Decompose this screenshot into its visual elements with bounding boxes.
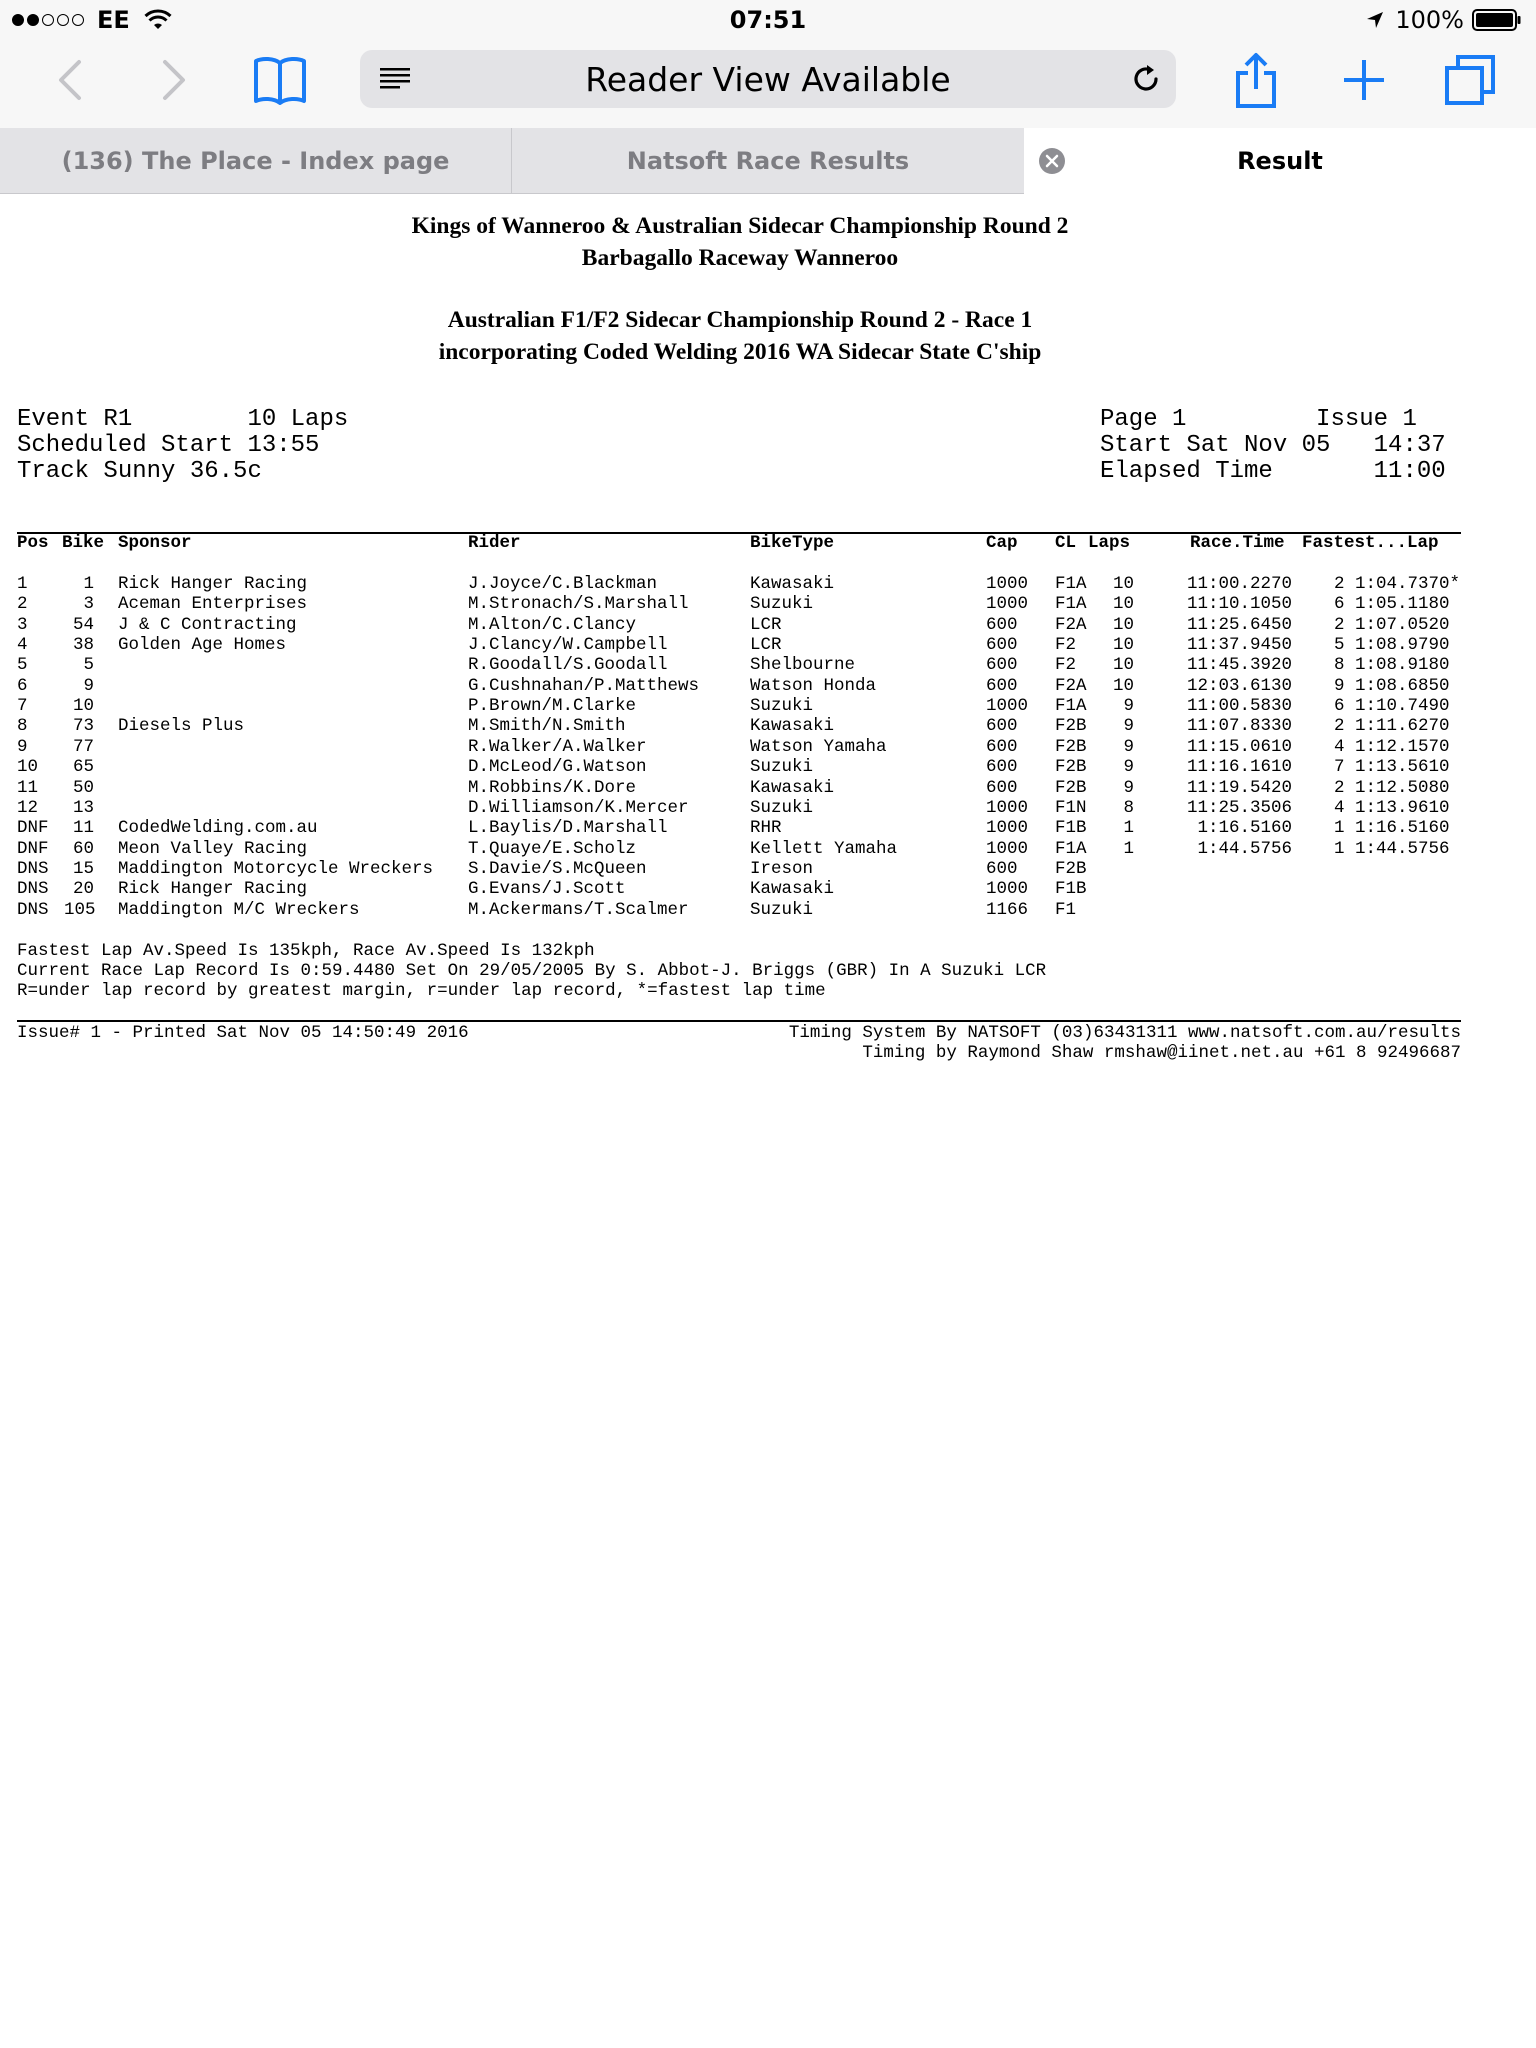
capacity-cell: 1000 — [986, 696, 1029, 717]
class-cell: F2B — [1055, 757, 1087, 778]
table-row — [0, 696, 1536, 716]
bike-type-cell: Ireson — [750, 858, 814, 879]
header-cl: CL — [1055, 533, 1077, 553]
bike-type-cell: RHR — [750, 818, 782, 839]
rider-cell: D.McLeod/G.Watson — [468, 757, 647, 778]
capacity-cell: 600 — [986, 757, 1018, 778]
bike-number-cell: 60 — [72, 838, 94, 859]
elapsed-time: Elapsed Time 11:00 — [1100, 458, 1446, 485]
position-cell: 6 — [17, 675, 28, 696]
battery-percent: 100% — [1395, 6, 1464, 34]
class-cell: F1A — [1055, 574, 1087, 594]
class-cell: F1A — [1055, 594, 1087, 615]
sponsor-cell: Golden Age Homes — [118, 635, 287, 656]
tab-result[interactable] — [1024, 128, 1536, 194]
race-title: Australian F1/F2 Sidecar Championship Round 2 - Race 1 — [447, 307, 1033, 333]
timing-contact-info: Timing by Raymond Shaw rmshaw@iinet.net.au +61 8 92496687 — [862, 1043, 1461, 1063]
reload-icon[interactable] — [1130, 63, 1162, 95]
back-button[interactable] — [48, 50, 92, 110]
position-cell: 7 — [17, 696, 28, 717]
fastest-lap-cell: 2 1:07.0520 — [1333, 614, 1460, 635]
capacity-cell: 600 — [986, 655, 1018, 676]
bike-type-cell: Kawasaki — [750, 716, 835, 737]
race-time-cell: 12:03.6130 — [1186, 675, 1292, 696]
class-cell: F2B — [1055, 716, 1087, 737]
race-time-cell: 11:16.1610 — [1186, 757, 1292, 778]
start-time: Start Sat Nov 05 14:37 — [1100, 432, 1446, 459]
venue-title: Barbagallo Raceway Wanneroo — [581, 245, 899, 271]
bike-number-cell: 3 — [83, 594, 94, 615]
fastest-lap-cell: 6 1:10.7490 — [1333, 696, 1460, 717]
bike-number-cell: 9 — [83, 675, 94, 696]
signal-dot — [72, 14, 84, 26]
bike-type-cell: Kawasaki — [750, 574, 835, 594]
carrier-name: EE — [97, 6, 130, 34]
sponsor-cell: Aceman Enterprises — [118, 594, 308, 615]
bike-number-cell: 1 — [83, 574, 94, 594]
bike-type-cell: Shelbourne — [750, 655, 856, 676]
table-row — [0, 859, 1536, 879]
header-racetime: Race.Time — [1190, 533, 1285, 553]
table-row — [0, 900, 1536, 920]
bookmarks-button[interactable] — [248, 50, 312, 110]
race-time-cell: 11:15.0610 — [1186, 736, 1292, 757]
laps-cell: 10 — [1112, 574, 1134, 594]
new-tab-button[interactable] — [1336, 50, 1392, 110]
fastest-lap-cell: 9 1:08.6850 — [1333, 675, 1460, 696]
rider-cell: T.Quaye/E.Scholz — [468, 838, 637, 859]
share-button[interactable] — [1228, 50, 1284, 110]
fastest-lap-cell: 4 1:12.1570 — [1333, 736, 1460, 757]
signal-dot — [42, 14, 54, 26]
rider-cell: M.Robbins/K.Dore — [468, 777, 637, 798]
laps-cell: 10 — [1112, 594, 1134, 615]
printed-info: Issue# 1 - Printed Sat Nov 05 14:50:49 2016 — [17, 1023, 469, 1043]
sponsor-cell: Maddington M/C Wreckers — [118, 899, 360, 920]
position-cell: 5 — [17, 655, 28, 676]
table-row — [0, 757, 1536, 777]
bike-number-cell: 65 — [72, 757, 94, 778]
laps-cell: 9 — [1123, 777, 1134, 798]
header-cap: Cap — [986, 533, 1018, 553]
bike-type-cell: Suzuki — [750, 899, 814, 920]
bike-type-cell: Suzuki — [750, 594, 814, 615]
class-cell: F2 — [1055, 655, 1077, 676]
bike-number-cell: 5 — [83, 655, 94, 676]
fastest-lap-cell: 2 1:11.6270 — [1333, 716, 1460, 737]
bike-number-cell: 15 — [72, 858, 94, 879]
bike-type-cell: Kawasaki — [750, 777, 835, 798]
rider-cell: S.Davie/S.McQueen — [468, 858, 647, 879]
class-cell: F1A — [1055, 696, 1087, 717]
table-row — [0, 716, 1536, 736]
rider-cell: M.Stronach/S.Marshall — [468, 594, 689, 615]
event-title: Kings of Wanneroo & Australian Sidecar Championship Round 2 — [411, 213, 1069, 239]
class-cell: F1 — [1055, 899, 1077, 920]
laps-cell: 8 — [1123, 797, 1134, 818]
capacity-cell: 600 — [986, 635, 1018, 656]
header-laps: Laps — [1088, 533, 1131, 553]
table-row — [0, 839, 1536, 859]
capacity-cell: 1000 — [986, 594, 1029, 615]
position-cell: 4 — [17, 635, 28, 656]
bike-number-cell: 38 — [72, 635, 94, 656]
fastest-lap-cell: 5 1:08.9790 — [1333, 635, 1460, 656]
fastest-lap-cell: 6 1:05.1180 — [1333, 594, 1460, 615]
class-cell: F2B — [1055, 858, 1087, 879]
fastest-lap-cell: 4 1:13.9610 — [1333, 797, 1460, 818]
sponsor-cell: CodedWelding.com.au — [118, 818, 318, 839]
signal-dot — [27, 14, 39, 26]
status-right — [1365, 6, 1522, 34]
speed-note: Fastest Lap Av.Speed Is 135kph, Race Av.Speed Is 132kph — [17, 941, 595, 961]
status-time: 07:51 — [729, 6, 807, 34]
capacity-cell: 600 — [986, 736, 1018, 757]
bike-number-cell: 50 — [72, 777, 94, 798]
share-icon — [1234, 51, 1278, 109]
laps-cell: 9 — [1123, 757, 1134, 778]
battery-icon — [1472, 8, 1522, 32]
rider-cell: G.Evans/J.Scott — [468, 879, 626, 900]
class-cell: F2B — [1055, 777, 1087, 798]
class-cell: F1B — [1055, 818, 1087, 839]
sponsor-cell: Diesels Plus — [118, 716, 245, 737]
tab-natsoft[interactable] — [512, 128, 1024, 194]
laps-cell: 1 — [1123, 818, 1134, 839]
sponsor-cell: Maddington Motorcycle Wreckers — [118, 858, 434, 879]
class-cell: F1N — [1055, 797, 1087, 818]
status-left — [12, 6, 172, 34]
laps-cell: 10 — [1112, 675, 1134, 696]
race-time-cell: 11:25.3506 — [1186, 797, 1292, 818]
class-cell: F2B — [1055, 736, 1087, 757]
sponsor-cell: Rick Hanger Racing — [118, 574, 308, 594]
bike-number-cell: 54 — [72, 614, 94, 635]
class-cell: F1B — [1055, 879, 1087, 900]
rider-cell: P.Brown/M.Clarke — [468, 696, 637, 717]
bike-type-cell: Suzuki — [750, 757, 814, 778]
bike-type-cell: LCR — [750, 614, 782, 635]
position-cell: 2 — [17, 594, 28, 615]
close-icon[interactable] — [1038, 147, 1066, 175]
capacity-cell: 600 — [986, 675, 1018, 696]
header-sponsor: Sponsor — [118, 533, 192, 553]
class-cell: F2A — [1055, 675, 1087, 696]
position-cell: DNF — [17, 838, 49, 859]
bike-number-cell: 73 — [72, 716, 94, 737]
fastest-lap-cell: 1 1:16.5160 — [1333, 818, 1460, 839]
tab-label: Result — [1237, 147, 1323, 175]
capacity-cell: 1000 — [986, 574, 1029, 594]
fastest-lap-cell: 1 1:44.5756 — [1333, 838, 1460, 859]
tabs-icon — [1444, 54, 1496, 106]
laps-cell: 9 — [1123, 716, 1134, 737]
rider-cell: R.Walker/A.Walker — [468, 736, 647, 757]
rider-cell: J.Joyce/C.Blackman — [468, 574, 658, 594]
class-cell: F1A — [1055, 838, 1087, 859]
bike-type-cell: Suzuki — [750, 696, 814, 717]
bike-number-cell: 13 — [72, 797, 94, 818]
capacity-cell: 600 — [986, 777, 1018, 798]
race-time-cell: 11:00.5830 — [1186, 696, 1292, 717]
capacity-cell: 1166 — [986, 899, 1029, 920]
table-row — [0, 615, 1536, 635]
table-row — [0, 879, 1536, 899]
wifi-icon — [144, 9, 172, 31]
rider-cell: G.Cushnahan/P.Matthews — [468, 675, 700, 696]
table-row — [0, 655, 1536, 675]
laps-cell: 10 — [1112, 614, 1134, 635]
table-row — [0, 574, 1536, 594]
race-time-cell: 11:37.9450 — [1186, 635, 1292, 656]
tab-strip — [0, 128, 1536, 194]
header-rider: Rider — [468, 533, 521, 553]
browser-toolbar — [0, 40, 1536, 128]
table-row — [0, 737, 1536, 757]
capacity-cell: 600 — [986, 858, 1018, 879]
bike-number-cell: 77 — [72, 736, 94, 757]
table-row — [0, 594, 1536, 614]
position-cell: DNS — [17, 858, 49, 879]
back-icon — [55, 58, 85, 102]
race-time-cell: 11:45.3920 — [1186, 655, 1292, 676]
header-biketype: BikeType — [750, 533, 835, 553]
capacity-cell: 600 — [986, 614, 1018, 635]
bike-type-cell: Suzuki — [750, 797, 814, 818]
page-issue: Page 1 Issue 1 — [1100, 406, 1417, 433]
sponsor-cell: J & C Contracting — [118, 614, 297, 635]
tab-the-place[interactable] — [0, 128, 512, 194]
race-time-cell: 11:10.1050 — [1186, 594, 1292, 615]
header-bike: Bike — [62, 533, 105, 553]
tabs-overview-button[interactable] — [1440, 50, 1500, 110]
bike-type-cell: Watson Honda — [750, 675, 877, 696]
position-cell: 10 — [17, 757, 39, 778]
race-time-cell: 11:07.8330 — [1186, 716, 1292, 737]
class-cell: F2 — [1055, 635, 1077, 656]
table-row — [0, 778, 1536, 798]
timing-system-info: Timing System By NATSOFT (03)63431311 www.natsoft.com.au/results — [788, 1023, 1461, 1043]
sponsor-cell: Meon Valley Racing — [118, 838, 308, 859]
table-row — [0, 798, 1536, 818]
capacity-cell: 1000 — [986, 879, 1029, 900]
signal-dot — [57, 14, 69, 26]
position-cell: DNS — [17, 879, 49, 900]
rider-cell: J.Clancy/W.Campbell — [468, 635, 668, 656]
divider — [17, 1020, 1461, 1022]
forward-icon — [159, 58, 189, 102]
table-row — [0, 676, 1536, 696]
race-time-cell: 1:16.5160 — [1197, 818, 1292, 839]
position-cell: 3 — [17, 614, 28, 635]
location-arrow-icon — [1365, 10, 1385, 30]
bookmarks-icon — [252, 55, 308, 105]
bike-number-cell: 20 — [72, 879, 94, 900]
rider-cell: M.Alton/C.Clancy — [468, 614, 637, 635]
position-cell: DNF — [17, 818, 49, 839]
bike-type-cell: Watson Yamaha — [750, 736, 887, 757]
position-cell: 1 — [17, 574, 28, 594]
legend-note: R=under lap record by greatest margin, r=under lap record, *=fastest lap time — [17, 981, 826, 1001]
track-info: Track Sunny 36.5c — [17, 458, 262, 485]
race-time-cell: 1:44.5756 — [1197, 838, 1292, 859]
bike-number-cell: 11 — [72, 818, 94, 839]
rider-cell: M.Smith/N.Smith — [468, 716, 626, 737]
rider-cell: M.Ackermans/T.Scalmer — [468, 899, 689, 920]
sponsor-cell: Rick Hanger Racing — [118, 879, 308, 900]
class-cell: F2A — [1055, 614, 1087, 635]
rider-cell: L.Baylis/D.Marshall — [468, 818, 668, 839]
position-cell: 8 — [17, 716, 28, 737]
fastest-lap-cell: 2 1:12.5080 — [1333, 777, 1460, 798]
race-subtitle: incorporating Coded Welding 2016 WA Sidecar State C'ship — [438, 339, 1042, 365]
laps-cell: 10 — [1112, 635, 1134, 656]
signal-dot — [12, 14, 24, 26]
laps-cell: 1 — [1123, 838, 1134, 859]
fastest-lap-cell: 7 1:13.5610 — [1333, 757, 1460, 778]
laps-cell: 9 — [1123, 696, 1134, 717]
rider-cell: D.Williamson/K.Mercer — [468, 797, 689, 818]
tab-label: (136) The Place - Index page — [61, 147, 450, 175]
capacity-cell: 1000 — [986, 797, 1029, 818]
bike-type-cell: Kellett Yamaha — [750, 838, 898, 859]
bike-type-cell: Kawasaki — [750, 879, 835, 900]
fastest-lap-cell: 2 1:04.7370* — [1333, 574, 1460, 594]
position-cell: 9 — [17, 736, 28, 757]
plus-icon — [1342, 58, 1386, 102]
laps-cell: 9 — [1123, 736, 1134, 757]
race-time-cell: 11:19.5420 — [1186, 777, 1292, 798]
header-fastest: Fastest...Lap — [1302, 533, 1439, 553]
forward-button[interactable] — [152, 50, 196, 110]
tab-label: Natsoft Race Results — [626, 147, 910, 175]
capacity-cell: 1000 — [986, 818, 1029, 839]
bike-number-cell: 105 — [64, 899, 96, 920]
table-row — [0, 818, 1536, 838]
bike-number-cell: 10 — [72, 696, 94, 717]
bike-type-cell: LCR — [750, 635, 782, 656]
position-cell: DNS — [17, 899, 49, 920]
position-cell: 12 — [17, 797, 39, 818]
header-pos: Pos — [17, 533, 49, 553]
lap-record-note: Current Race Lap Record Is 0:59.4480 Set On 29/05/2005 By S. Abbot-J. Briggs (GBR) In A Suzuki LCR — [17, 961, 1047, 981]
address-text: Reader View Available — [585, 60, 951, 99]
rider-cell: R.Goodall/S.Goodall — [468, 655, 668, 676]
status-bar — [0, 0, 1536, 40]
race-time-cell: 11:00.2270 — [1186, 574, 1292, 594]
scheduled-start: Scheduled Start 13:55 — [17, 432, 320, 459]
table-row — [0, 635, 1536, 655]
event-info: Event R1 10 Laps — [17, 406, 349, 433]
laps-cell: 10 — [1112, 655, 1134, 676]
position-cell: 11 — [17, 777, 39, 798]
fastest-lap-cell: 8 1:08.9180 — [1333, 655, 1460, 676]
race-time-cell: 11:25.6450 — [1186, 614, 1292, 635]
capacity-cell: 600 — [986, 716, 1018, 737]
capacity-cell: 1000 — [986, 838, 1029, 859]
address-bar[interactable] — [360, 50, 1176, 108]
